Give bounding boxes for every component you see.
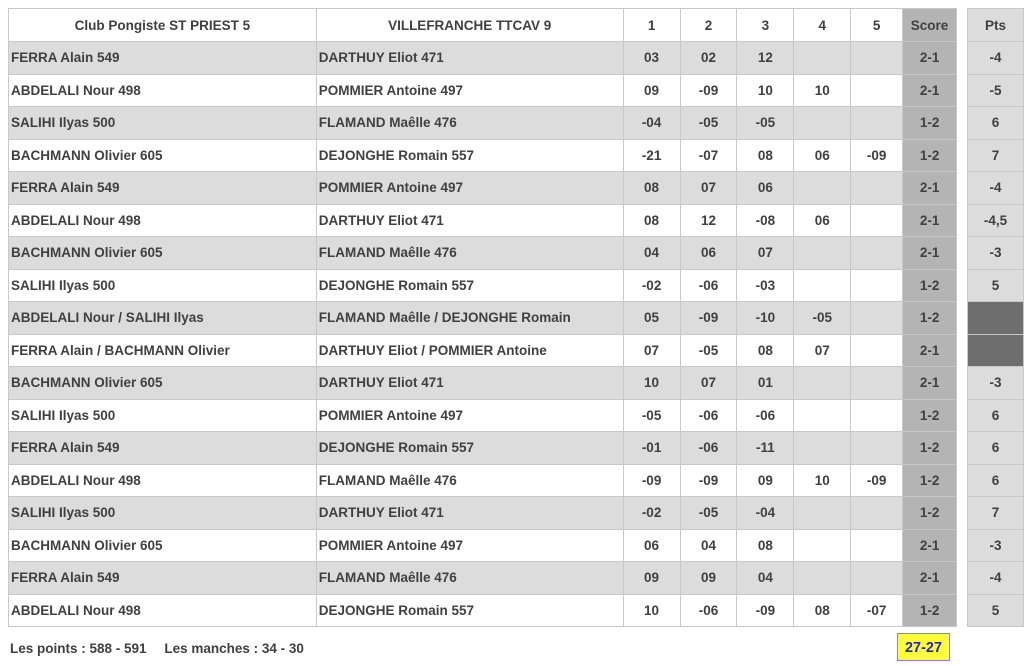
away-player: DEJONGHE Romain 557 <box>316 269 623 302</box>
set-5-score <box>851 42 903 75</box>
player-points: 6 <box>968 464 1024 497</box>
player-points: -4,5 <box>968 204 1024 237</box>
set-3-score: 04 <box>737 562 794 595</box>
home-player: FERRA Alain / BACHMANN Olivier <box>9 334 317 367</box>
table-row <box>9 204 1024 237</box>
set-4-score <box>794 237 851 270</box>
table-row <box>9 529 1024 562</box>
set-5-score: -09 <box>851 464 903 497</box>
home-player: ABDELALI Nour 498 <box>9 204 317 237</box>
table-row <box>9 74 1024 107</box>
set-4-score: 07 <box>794 334 851 367</box>
set-3-score: 08 <box>737 334 794 367</box>
player-points: 6 <box>968 399 1024 432</box>
match-score: 1-2 <box>903 139 957 172</box>
player-points: -4 <box>968 562 1024 595</box>
home-player: SALIHI Ilyas 500 <box>9 497 317 530</box>
set-2-score: -05 <box>680 334 737 367</box>
match-summary <box>10 641 318 656</box>
set-4-score <box>794 432 851 465</box>
column-gap <box>957 302 968 335</box>
set-1-score: 09 <box>623 74 680 107</box>
column-gap <box>957 107 968 140</box>
set-5-score <box>851 334 903 367</box>
set-5-score <box>851 172 903 205</box>
column-gap <box>957 432 968 465</box>
column-gap <box>957 42 968 75</box>
set-4-score: 08 <box>794 594 851 627</box>
set-2-header: 2 <box>680 9 737 42</box>
home-player: FERRA Alain 549 <box>9 432 317 465</box>
home-team-header: Club Pongiste ST PRIEST 5 <box>9 9 317 42</box>
set-3-score: -05 <box>737 107 794 140</box>
set-5-score <box>851 367 903 400</box>
set-2-score: 07 <box>680 172 737 205</box>
set-1-score: -02 <box>623 497 680 530</box>
set-4-score: -05 <box>794 302 851 335</box>
pts-header: Pts <box>968 9 1024 42</box>
match-score: 1-2 <box>903 432 957 465</box>
player-points: 6 <box>968 432 1024 465</box>
player-points: -3 <box>968 529 1024 562</box>
set-3-score: -08 <box>737 204 794 237</box>
match-score: 1-2 <box>903 399 957 432</box>
set-2-score: -05 <box>680 497 737 530</box>
set-1-score: 09 <box>623 562 680 595</box>
match-score: 1-2 <box>903 302 957 335</box>
column-gap <box>957 139 968 172</box>
column-gap <box>957 367 968 400</box>
home-player: FERRA Alain 549 <box>9 42 317 75</box>
away-player: FLAMAND Maêlle / DEJONGHE Romain <box>316 302 623 335</box>
away-team-header: VILLEFRANCHE TTCAV 9 <box>316 9 623 42</box>
home-player: ABDELALI Nour 498 <box>9 594 317 627</box>
set-5-score: -07 <box>851 594 903 627</box>
home-player: BACHMANN Olivier 605 <box>9 367 317 400</box>
column-gap <box>957 562 968 595</box>
player-points <box>968 302 1024 335</box>
match-score: 2-1 <box>903 237 957 270</box>
table-row <box>9 562 1024 595</box>
away-player: POMMIER Antoine 497 <box>316 399 623 432</box>
column-gap <box>957 204 968 237</box>
set-1-score: -01 <box>623 432 680 465</box>
match-score: 2-1 <box>903 172 957 205</box>
set-1-score: -02 <box>623 269 680 302</box>
set-3-score: 01 <box>737 367 794 400</box>
match-score: 2-1 <box>903 204 957 237</box>
home-player: SALIHI Ilyas 500 <box>9 107 317 140</box>
away-player: FLAMAND Maêlle 476 <box>316 562 623 595</box>
set-4-score <box>794 367 851 400</box>
set-5-header: 5 <box>851 9 903 42</box>
player-points: 5 <box>968 594 1024 627</box>
match-results-table <box>8 8 1024 627</box>
set-4-header: 4 <box>794 9 851 42</box>
table-row <box>9 302 1024 335</box>
match-score: 2-1 <box>903 42 957 75</box>
match-score: 2-1 <box>903 562 957 595</box>
set-2-score: -05 <box>680 107 737 140</box>
set-3-score: 06 <box>737 172 794 205</box>
set-3-score: 09 <box>737 464 794 497</box>
home-player: BACHMANN Olivier 605 <box>9 139 317 172</box>
set-2-score: 09 <box>680 562 737 595</box>
table-row <box>9 497 1024 530</box>
set-3-score: -11 <box>737 432 794 465</box>
match-score: 2-1 <box>903 74 957 107</box>
set-5-score <box>851 74 903 107</box>
player-points: -4 <box>968 172 1024 205</box>
set-4-score <box>794 172 851 205</box>
match-score: 1-2 <box>903 497 957 530</box>
match-score: 1-2 <box>903 107 957 140</box>
set-4-score: 10 <box>794 464 851 497</box>
table-row <box>9 432 1024 465</box>
set-1-score: -04 <box>623 107 680 140</box>
set-1-score: 08 <box>623 204 680 237</box>
player-points: 7 <box>968 497 1024 530</box>
home-player: ABDELALI Nour 498 <box>9 74 317 107</box>
column-gap <box>957 74 968 107</box>
player-points: -4 <box>968 42 1024 75</box>
set-1-score: 03 <box>623 42 680 75</box>
set-3-score: 08 <box>737 529 794 562</box>
set-2-score: 12 <box>680 204 737 237</box>
set-2-score: -06 <box>680 269 737 302</box>
set-3-score: 10 <box>737 74 794 107</box>
table-row <box>9 139 1024 172</box>
away-player: FLAMAND Maêlle 476 <box>316 107 623 140</box>
set-2-score: -06 <box>680 399 737 432</box>
set-1-score: 05 <box>623 302 680 335</box>
away-player: DEJONGHE Romain 557 <box>316 139 623 172</box>
set-5-score <box>851 529 903 562</box>
set-5-score <box>851 399 903 432</box>
match-score: 2-1 <box>903 529 957 562</box>
match-score: 2-1 <box>903 334 957 367</box>
away-player: DARTHUY Eliot 471 <box>316 497 623 530</box>
set-4-score: 06 <box>794 204 851 237</box>
home-player: ABDELALI Nour 498 <box>9 464 317 497</box>
away-player: DARTHUY Eliot 471 <box>316 204 623 237</box>
column-gap <box>957 172 968 205</box>
home-player: FERRA Alain 549 <box>9 172 317 205</box>
match-score: 1-2 <box>903 594 957 627</box>
set-1-header: 1 <box>623 9 680 42</box>
player-points: -3 <box>968 367 1024 400</box>
set-2-score: 07 <box>680 367 737 400</box>
set-4-score: 06 <box>794 139 851 172</box>
set-4-score <box>794 562 851 595</box>
set-2-score: -07 <box>680 139 737 172</box>
set-1-score: -21 <box>623 139 680 172</box>
home-player: BACHMANN Olivier 605 <box>9 237 317 270</box>
away-player: FLAMAND Maêlle 476 <box>316 464 623 497</box>
set-1-score: -09 <box>623 464 680 497</box>
points-summary: Les points : 588 - 591 <box>10 641 147 656</box>
column-gap <box>957 464 968 497</box>
set-1-score: 07 <box>623 334 680 367</box>
set-2-score: -09 <box>680 302 737 335</box>
column-gap <box>957 497 968 530</box>
home-player: ABDELALI Nour / SALIHI Ilyas <box>9 302 317 335</box>
set-4-score <box>794 529 851 562</box>
player-points: 5 <box>968 269 1024 302</box>
table-row <box>9 42 1024 75</box>
column-gap <box>957 269 968 302</box>
away-player: POMMIER Antoine 497 <box>316 529 623 562</box>
set-5-score: -09 <box>851 139 903 172</box>
player-points: 7 <box>968 139 1024 172</box>
set-1-score: 04 <box>623 237 680 270</box>
set-2-score: 06 <box>680 237 737 270</box>
set-3-header: 3 <box>737 9 794 42</box>
column-gap <box>957 529 968 562</box>
total-score: 27-27 <box>897 633 950 661</box>
set-5-score <box>851 497 903 530</box>
set-3-score: -06 <box>737 399 794 432</box>
column-gap <box>957 237 968 270</box>
set-2-score: 04 <box>680 529 737 562</box>
set-1-score: 10 <box>623 367 680 400</box>
set-4-score: 10 <box>794 74 851 107</box>
table-row <box>9 399 1024 432</box>
set-3-score: 07 <box>737 237 794 270</box>
score-header: Score <box>903 9 957 42</box>
away-player: DEJONGHE Romain 557 <box>316 594 623 627</box>
set-3-score: -04 <box>737 497 794 530</box>
away-player: POMMIER Antoine 497 <box>316 172 623 205</box>
home-player: FERRA Alain 549 <box>9 562 317 595</box>
set-1-score: -05 <box>623 399 680 432</box>
set-3-score: -09 <box>737 594 794 627</box>
set-4-score <box>794 399 851 432</box>
set-4-score <box>794 269 851 302</box>
set-1-score: 08 <box>623 172 680 205</box>
manches-summary: Les manches : 34 - 30 <box>164 641 304 656</box>
set-5-score <box>851 302 903 335</box>
set-3-score: -03 <box>737 269 794 302</box>
home-player: SALIHI Ilyas 500 <box>9 399 317 432</box>
set-3-score: 12 <box>737 42 794 75</box>
player-points <box>968 334 1024 367</box>
away-player: DARTHUY Eliot / POMMIER Antoine <box>316 334 623 367</box>
away-player: FLAMAND Maêlle 476 <box>316 237 623 270</box>
table-row <box>9 237 1024 270</box>
table-row <box>9 367 1024 400</box>
set-5-score <box>851 107 903 140</box>
set-2-score: -09 <box>680 464 737 497</box>
column-gap <box>957 9 968 42</box>
away-player: DEJONGHE Romain 557 <box>316 432 623 465</box>
set-4-score <box>794 107 851 140</box>
match-rows <box>9 42 1024 627</box>
set-4-score <box>794 42 851 75</box>
set-1-score: 06 <box>623 529 680 562</box>
table-row <box>9 172 1024 205</box>
match-score: 2-1 <box>903 367 957 400</box>
set-3-score: 08 <box>737 139 794 172</box>
set-5-score <box>851 432 903 465</box>
away-player: DARTHUY Eliot 471 <box>316 42 623 75</box>
table-row <box>9 464 1024 497</box>
set-4-score <box>794 497 851 530</box>
table-row <box>9 594 1024 627</box>
match-score: 1-2 <box>903 269 957 302</box>
away-player: DARTHUY Eliot 471 <box>316 367 623 400</box>
set-3-score: -10 <box>737 302 794 335</box>
column-gap <box>957 399 968 432</box>
set-5-score <box>851 269 903 302</box>
set-1-score: 10 <box>623 594 680 627</box>
set-2-score: -06 <box>680 594 737 627</box>
table-row <box>9 334 1024 367</box>
header-row <box>9 9 1024 42</box>
table-row <box>9 107 1024 140</box>
player-points: -3 <box>968 237 1024 270</box>
player-points: -5 <box>968 74 1024 107</box>
set-5-score <box>851 562 903 595</box>
table-row <box>9 269 1024 302</box>
set-2-score: -06 <box>680 432 737 465</box>
set-2-score: 02 <box>680 42 737 75</box>
player-points: 6 <box>968 107 1024 140</box>
match-score: 1-2 <box>903 464 957 497</box>
set-5-score <box>851 237 903 270</box>
column-gap <box>957 334 968 367</box>
home-player: BACHMANN Olivier 605 <box>9 529 317 562</box>
set-2-score: -09 <box>680 74 737 107</box>
column-gap <box>957 594 968 627</box>
set-5-score <box>851 204 903 237</box>
away-player: POMMIER Antoine 497 <box>316 74 623 107</box>
home-player: SALIHI Ilyas 500 <box>9 269 317 302</box>
